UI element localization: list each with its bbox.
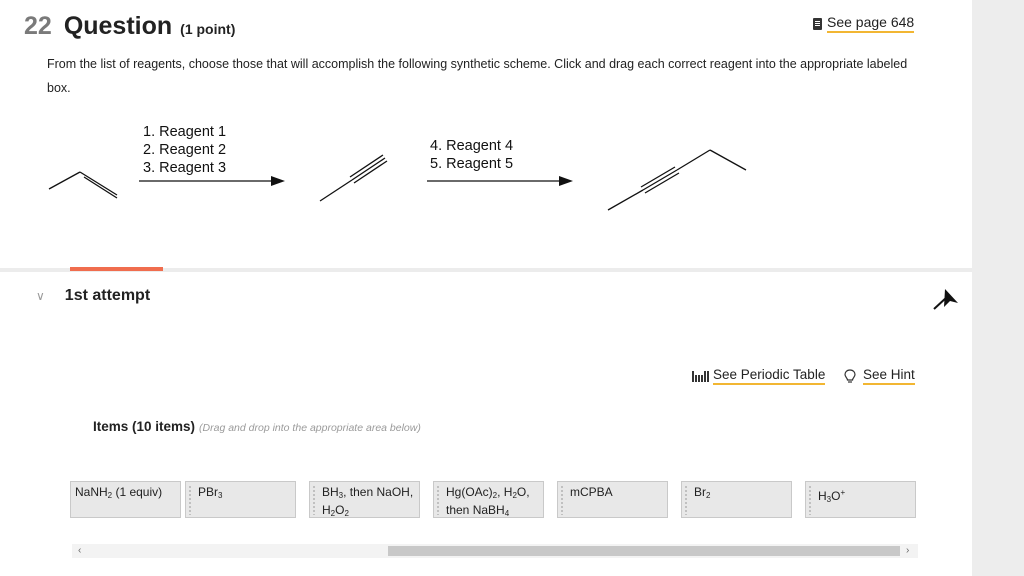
periodic-table-icon [692, 370, 709, 383]
step1-reagent: 2. Reagent 2 [143, 142, 227, 158]
reagent-item-label: $Hg(OAc)_2$, $H_2O$, then NaBH$_4$ [446, 485, 530, 518]
question-instructions: From the list of reagents, choose those that will accomplish the following synthetic scheme. Click and drag each correct reagent into the appropriate labeled box. [47, 57, 908, 95]
scroll-right-arrow-icon[interactable]: › [906, 545, 910, 556]
question-header [24, 12, 235, 46]
synthetic-scheme [0, 112, 972, 222]
drag-handle[interactable] [560, 485, 564, 515]
lightbulb-icon [844, 369, 856, 384]
propene-structure [49, 172, 117, 198]
pin-icon[interactable] [930, 287, 960, 311]
propyne-structure [320, 155, 387, 201]
see-hint-label: See Hint [863, 367, 915, 385]
step2-reagent-list [430, 137, 513, 173]
pentyne-structure [608, 150, 746, 210]
step2-reagent: 4. Reagent 4 [430, 138, 514, 154]
items-header [93, 419, 421, 434]
reagent-item-oxymercuration[interactable] [433, 481, 544, 518]
step1-reagent-list [143, 123, 226, 177]
drag-handle[interactable] [808, 485, 812, 515]
see-page-link[interactable] [813, 14, 914, 33]
question-title: Question [63, 12, 173, 40]
reagent-item-mcpba[interactable] [557, 481, 668, 518]
see-page-label: See page 648 [827, 14, 914, 33]
reagent-item-pbr3[interactable] [185, 481, 296, 518]
scrollbar-thumb[interactable] [388, 546, 900, 556]
reagent-item-label: $Br_2$ [694, 485, 711, 500]
step2-reagent: 5. Reagent 5 [430, 156, 514, 172]
reagent-item-label: $H_3O^+$ [818, 488, 846, 504]
active-tab-indicator [70, 267, 163, 271]
periodic-table-label: See Periodic Table [713, 367, 825, 385]
drag-handle[interactable] [684, 485, 688, 515]
drag-handle[interactable] [436, 485, 440, 515]
attempt-label: 1st attempt [64, 287, 151, 304]
periodic-table-link[interactable] [692, 367, 825, 385]
step1-reagent: 1. Reagent 1 [143, 124, 227, 140]
reagent-item-h3o[interactable] [805, 481, 916, 518]
chevron-down-icon: ∨ [36, 289, 45, 303]
reagent-item-nanh2[interactable] [70, 481, 181, 518]
scroll-left-arrow-icon[interactable]: ‹ [78, 545, 82, 556]
reagent-item-br2[interactable] [681, 481, 792, 518]
items-title: Items (10 items) [93, 419, 196, 434]
reagent-item-label: $BH_3$, then NaOH, $H_2O_2$ [322, 485, 414, 518]
items-scrollbar[interactable] [72, 544, 918, 558]
drag-handle[interactable] [312, 485, 316, 515]
reaction-arrow-1 [139, 176, 285, 186]
step1-reagent: 3. Reagent 3 [143, 160, 227, 176]
page-gutter [972, 0, 1024, 576]
reagent-item-label: PBr$_3$ [198, 485, 223, 500]
attempt-toggle[interactable] [36, 287, 150, 305]
question-number: 22 [24, 12, 52, 40]
reagent-item-bh3[interactable] [309, 481, 420, 518]
reagent-item-label: NaNH$_2$ (1 equiv) [75, 485, 163, 500]
items-hint: (Drag and drop into the appropriate area below) [199, 422, 421, 434]
reagent-item-label: mCPBA [570, 485, 613, 499]
see-hint-link[interactable] [844, 367, 915, 385]
reaction-arrow-2 [427, 176, 573, 186]
document-icon [813, 18, 822, 30]
drag-handle[interactable] [188, 485, 192, 515]
question-points: (1 point) [180, 21, 236, 37]
